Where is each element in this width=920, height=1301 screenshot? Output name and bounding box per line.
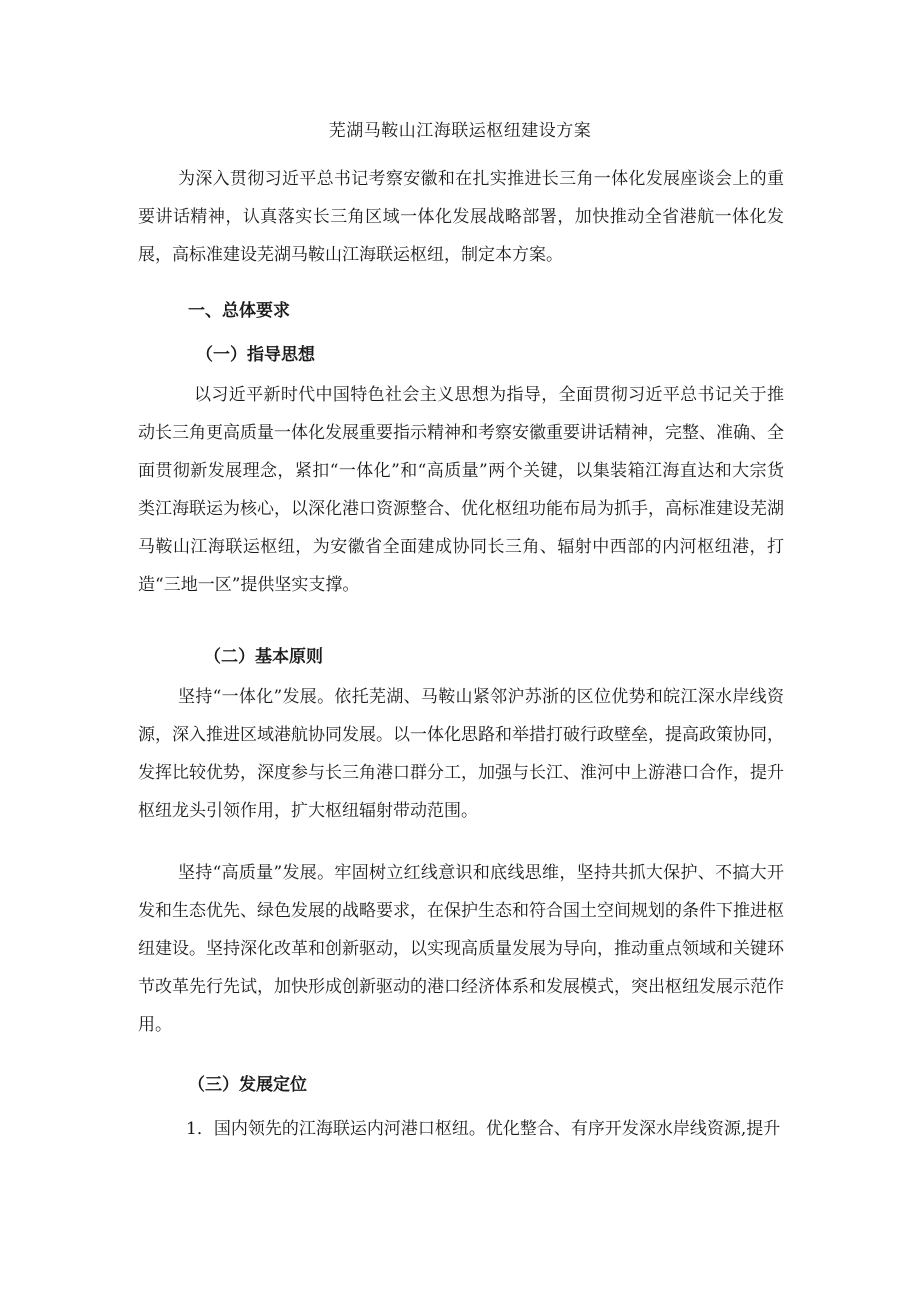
subsection-heading-positioning: （三）发展定位: [188, 1075, 307, 1095]
guiding-ideology-paragraph: 以习近平新时代中国特色社会主义思想为指导，全面贯彻习近平总书记关于推动长三角更高质量一体化发展重要指示精神和考察安徽重要讲话精神，完整、准确、全面贯彻新发展理念，紧扣“一体化”和“高质量”两个关键，以集装箱江海直达和大宗货类江海联运为核心，以深化港口资源整合、优化枢纽功能布局为抓手，高标准建设芜湖马鞍山江海联运枢纽，为安徽省全面建成协同长三角、辐射中西部的内河枢纽港，打造“三地一区”提供坚实支撑。: [138, 385, 784, 595]
intro-paragraph: 为深入贯彻习近平总书记考察安徽和在扎实推进长三角一体化发展座谈会上的重要讲话精神，认真落实长三角区域一体化发展战略部署，加快推动全省港航一体化发展，高标准建设芜湖马鞍山江海联运枢纽，制定本方案。: [138, 169, 784, 265]
principle-integration-paragraph: 坚持“一体化”发展。依托芜湖、马鞍山紧邻沪苏浙的区位优势和皖江深水岸线资源，深入推进区域港航协同发展。以一体化思路和举措打破行政壁垒，提高政策协同，发挥比较优势，深度参与长三角港口群分工，加强与长江、淮河中上游港口合作，提升枢纽龙头引领作用，扩大枢纽辐射带动范围。: [138, 687, 784, 821]
document-title: 芜湖马鞍山江海联运枢纽建设方案: [328, 121, 592, 141]
section-heading-general-requirements: 一、总体要求: [188, 301, 290, 321]
principle-quality-paragraph: 坚持“高质量”发展。牢固树立红线意识和底线思维，坚持共抓大保护、不搞大开发和生态优先、绿色发展的战略要求，在保护生态和符合国土空间规划的条件下推进枢纽建设。坚持深化改革和创新驱动，以实现高质量发展为导向，推动重点领域和关键环节改革先行先试，加快形成创新驱动的港口经济体系和发展模式，突出枢纽发展示范作用。: [138, 863, 784, 1035]
subsection-heading-guiding-ideology: （一）指导思想: [196, 345, 315, 365]
positioning-item-1: 1．国内领先的江海联运内河港口枢纽。优化整合、有序开发深水岸线资源,提升: [186, 1119, 781, 1139]
subsection-heading-basic-principles: （二）基本原则: [204, 647, 323, 667]
